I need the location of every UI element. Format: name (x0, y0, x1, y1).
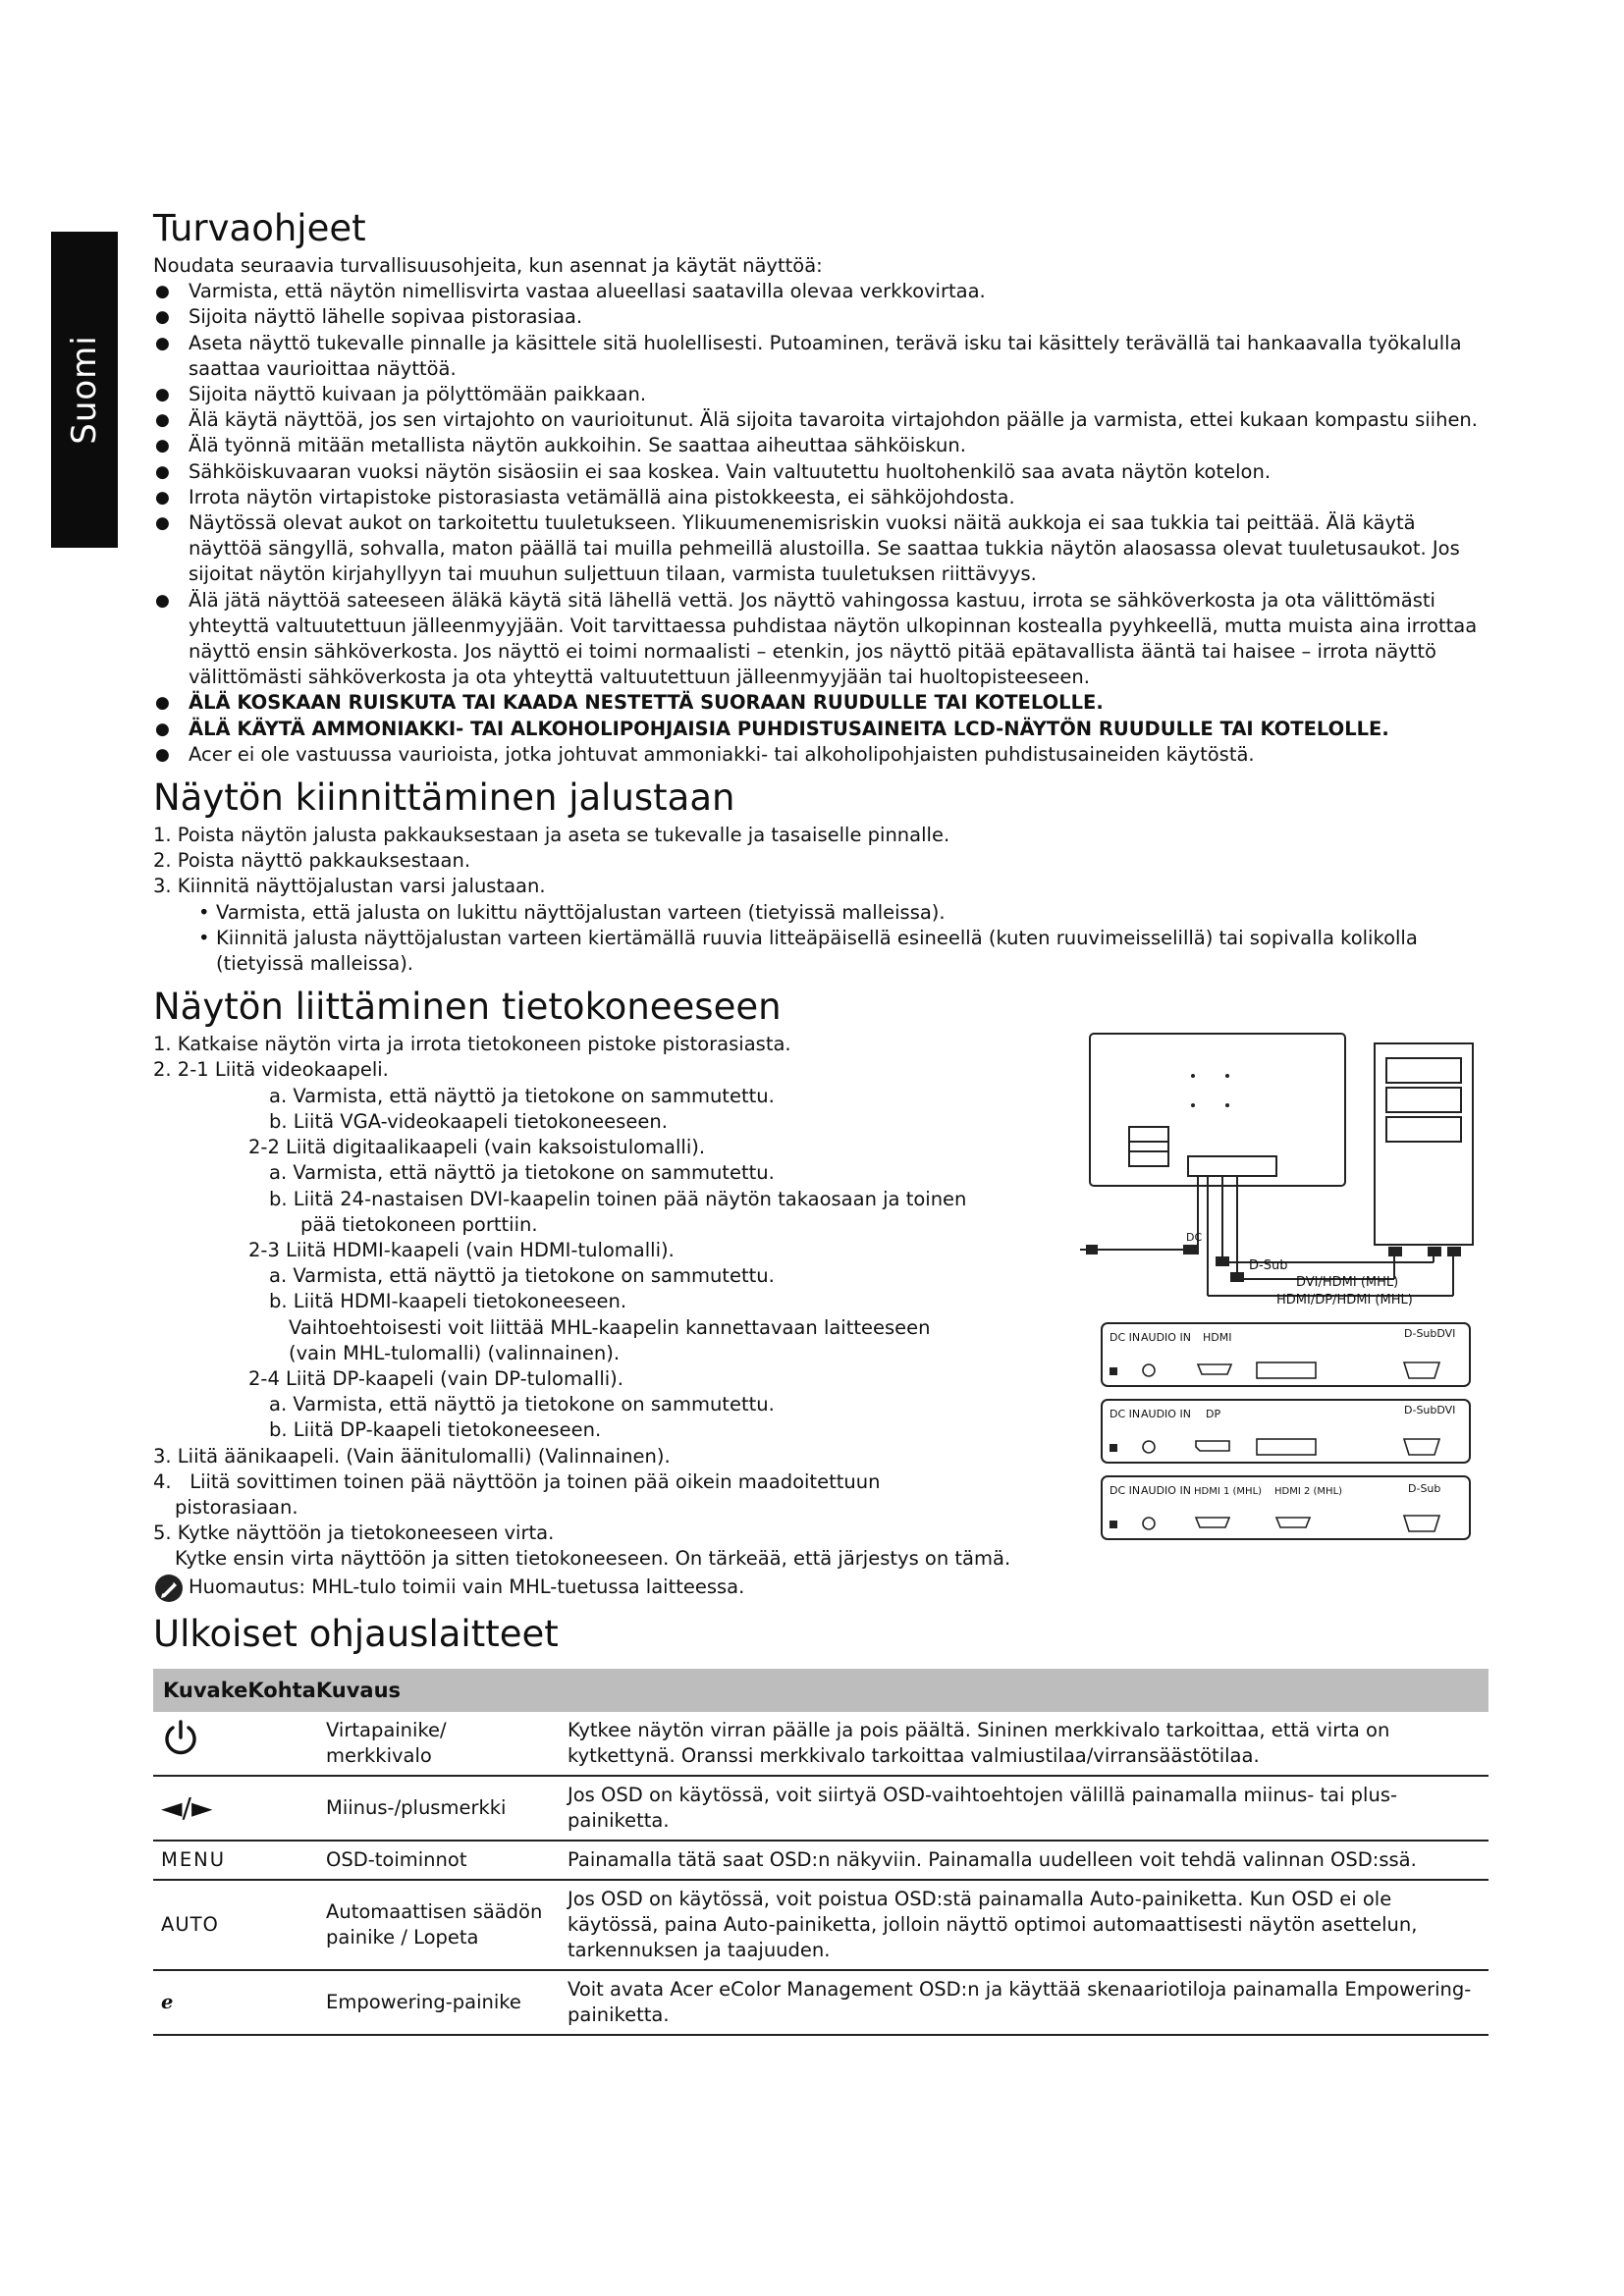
connect-line: a. Varmista, että näyttö ja tietokone on sammutettu. (269, 1393, 775, 1416)
connect-line: b. Liitä 24-nastaisen DVI-kaapelin toinen pää näytön takaosaan ja toinen (269, 1187, 967, 1210)
control-name: Automaattisen säädön painike / Lopeta (318, 1880, 560, 1970)
connect-line: b. Liitä DP-kaapeli tietokoneeseen. (269, 1418, 602, 1442)
connect-line: b. Liitä VGA-videokaapeli tietokoneeseen. (269, 1109, 668, 1133)
stand-step-2: 2. Poista näyttö pakkauksestaan. (153, 849, 471, 873)
connect-line: pää tietokoneen porttiin. (300, 1212, 538, 1236)
stand-title: Näytön kiinnittäminen jalustaan (153, 776, 735, 820)
list-item: ● Acer ei ole vastuussa vaurioista, jotka johtuvat ammoniakki- tai alkoholipohjaisten puhdistusaineiden käytöstä. (153, 742, 1489, 768)
control-desc: Voit avata Acer eColor Management OSD:n ja käyttää skenaariotiloja painamalla Empowering-painiketta. (560, 1970, 1489, 2035)
port-label: HDMI 1 (MHL) (1194, 1486, 1263, 1497)
connect-line: a. Varmista, että näyttö ja tietokone on sammutettu. (269, 1084, 775, 1107)
power-icon (153, 1712, 318, 1776)
connection-diagram (1080, 1029, 1483, 1559)
language-label: Suomi (65, 335, 104, 445)
list-item: ● Aseta näyttö tukevalle pinnalle ja käsittele sitä huolellisesti. Putoaminen, terävä isku tai käsittely terävällä tai hankaavalla työkalulla saattaa vaurioittaa näyttöä. (153, 331, 1489, 382)
diagram-label: DVI/HDMI (MHL) (1296, 1275, 1399, 1290)
list-item: ● Irrota näytön virtapistoke pistorasiasta vetämällä aina pistokkeesta, ei sähköjohdosta. (153, 485, 1489, 510)
port-label: DC IN (1110, 1408, 1141, 1420)
connect-line: (vain MHL-tulomalli) (valinnainen). (289, 1341, 621, 1364)
list-item: ● Näytössä olevat aukot on tarkoitettu tuuletukseen. Ylikuumenemisriskin vuoksi näitä aukkoja ei saa tukkia tai peittää. Älä käytä näyttöä sängyllä, sohvalla, maton päällä tai muilla pehmeillä alustoilla. Se saattaa tukkia näytön alaosassa olevat tuuletusaukot. Jos sijoitat näytön kirjahyllyyn tai muuhun suljettuun tilaan, varmista tuuletuksen riittävyys. (153, 510, 1489, 588)
connect-line: Vaihtoehtoisesti voit liittää MHL-kaapelin kannettavaan laitteeseen (289, 1315, 931, 1339)
port-label: AUDIO IN (1141, 1408, 1191, 1420)
port-label: AUDIO IN (1141, 1331, 1191, 1344)
connect-line: 1. Katkaise näytön virta ja irrota tietokoneen pistoke pistorasiasta. (153, 1033, 791, 1056)
empowering-icon: e (153, 1970, 318, 2035)
pc-tower (1375, 1043, 1473, 1245)
port-label: DP (1206, 1408, 1221, 1420)
stand-step-1: 1. Poista näytön jalusta pakkauksestaan ja aseta se tukevalle ja tasaiselle pinnalle. (153, 824, 950, 847)
connect-line: 3. Liitä äänikaapeli. (Vain äänitulomalli) (Valinnainen). (153, 1444, 671, 1468)
stand-sub-1: • Varmista, että jalusta on lukittu näyttöjalustan varteen (tietyissä malleissa). (153, 900, 1489, 926)
table-row (153, 1970, 1489, 2035)
connect-line: a. Varmista, että näyttö ja tietokone on sammutettu. (269, 1161, 775, 1185)
connect-line: a. Varmista, että näyttö ja tietokone on sammutettu. (269, 1264, 775, 1288)
list-item: ● ÄLÄ KOSKAAN RUISKUTA TAI KAADA NESTETTÄ SUORAAN RUUDULLE TAI KOTELOLLE. (153, 690, 1489, 716)
connect-title: Näytön liittäminen tietokoneeseen (153, 986, 782, 1029)
stand-step-3: 3. Kiinnitä näyttöjalustan varsi jalustaan. (153, 875, 546, 898)
list-item: ● Varmista, että näytön nimellisvirta vastaa alueellasi saatavilla olevaa verkkovirtaa. (153, 279, 1489, 304)
connect-line: 2-2 Liitä digitaalikaapeli (vain kaksoistulomalli). (248, 1136, 706, 1159)
safety-intro: Noudata seuraavia turvallisuusohjeita, kun asennat ja käytät näyttöä: (153, 254, 823, 277)
diagram-label: DC (1186, 1231, 1203, 1244)
menu-icon: MENU (153, 1841, 318, 1880)
note (153, 1573, 1096, 1604)
control-desc: Painamalla tätä saat OSD:n näkyviin. Painamalla uudelleen voit tehdä valinnan OSD:ssä. (560, 1841, 1489, 1880)
control-desc: Jos OSD on käytössä, voit siirtyä OSD-vaihtoehtojen välillä painamalla miinus- tai plus-painiketta. (560, 1776, 1489, 1841)
port-label: DC IN (1110, 1331, 1141, 1344)
control-name: Miinus-/plusmerkki (318, 1776, 560, 1841)
auto-icon: AUTO (153, 1880, 318, 1970)
minus-plus-icon: ◄/► (153, 1776, 318, 1841)
diagram-label: D-Sub (1249, 1258, 1288, 1273)
control-desc: Jos OSD on käytössä, voit poistua OSD:stä painamalla Auto-painiketta. Kun OSD ei ole käytössä, paina Auto-painiketta, jolloin näyttö optimoi automaattisesti näytön asettelun, tarkennuksen ja taajuuden. (560, 1880, 1489, 1970)
list-item: ● Sähköiskuvaaran vuoksi näytön sisäosiin ei saa koskea. Vain valtuutettu huoltohenkilö saa avata näytön kotelon. (153, 459, 1489, 485)
list-item: ● Sijoita näyttö lähelle sopivaa pistorasiaa. (153, 304, 1489, 330)
controls-table (153, 1669, 1489, 2036)
language-side-tab (51, 232, 118, 548)
table-header (153, 1669, 1489, 1712)
controls-title: Ulkoiset ohjauslaitteet (153, 1612, 559, 1655)
connect-steps (153, 1032, 1096, 1603)
safety-title: Turvaohjeet (153, 207, 366, 249)
list-item: ● Älä työnnä mitään metallista näytön aukkoihin. Se saattaa aiheuttaa sähköiskun. (153, 433, 1489, 458)
port-label: HDMI (1203, 1331, 1232, 1344)
connect-line: b. Liitä HDMI-kaapeli tietokoneeseen. (269, 1290, 627, 1313)
port-label: D-SubDVI (1404, 1404, 1456, 1416)
port-label: D-SubDVI (1404, 1327, 1456, 1340)
diagram-label: HDMI/DP/HDMI (MHL) (1276, 1293, 1413, 1308)
stand-sub-2: • Kiinnitä jalusta näyttöjalustan varteen kiertämällä ruuvia litteäpäisellä esineellä (kuten ruuvimeisselillä) tai sopivalla kolikolla (tietyissä malleissa). (153, 926, 1489, 977)
table-row (153, 1841, 1489, 1880)
table-header-label: KuvakeKohtaKuvaus (153, 1669, 1489, 1712)
port-label: D-Sub (1408, 1482, 1441, 1495)
table-row (153, 1712, 1489, 1776)
safety-list (153, 279, 1489, 768)
connect-line: Kytke ensin virta näyttöön ja sitten tietokoneeseen. On tärkeää, että järjestys on tämä. (175, 1547, 1011, 1571)
note-text: Huomautus: MHL-tulo toimii vain MHL-tuetussa laitteessa. (189, 1575, 745, 1599)
port-label: AUDIO IN (1141, 1484, 1191, 1497)
connect-line: pistorasiaan. (175, 1495, 298, 1519)
control-name: OSD-toiminnot (318, 1841, 560, 1880)
connect-line: 5. Kytke näyttöön ja tietokoneeseen virta. (153, 1522, 555, 1545)
port-label: HDMI 2 (MHL) (1274, 1486, 1343, 1497)
table-row (153, 1880, 1489, 1970)
control-name: Empowering-painike (318, 1970, 560, 2035)
connect-line: 2-3 Liitä HDMI-kaapeli (vain HDMI-tulomalli). (248, 1238, 675, 1261)
table-row (153, 1776, 1489, 1841)
list-item: ● Älä jätä näyttöä sateeseen äläkä käytä sitä lähellä vettä. Jos näyttö vahingossa kastuu, irrota se sähköverkosta ja ota välittömästi yhteyttä valtuutettuun jälleenmyyjään. Voit tarvittaessa puhdistaa näytön ulkopinnan kostealla pyyhkeellä, mutta muista aina irrottaa näyttö ensin sähköverkosta. Jos näyttö ei toimi normaalisti – etenkin, jos näyttö pitää epätavallista ääntä tai haisee – irrota näyttö välittömästi sähköverkosta ja ota yhteyttä valtuutettuun jälleenmyyjään tai huoltopisteeseen. (153, 588, 1489, 691)
list-item: ● ÄLÄ KÄYTÄ AMMONIAKKI- TAI ALKOHOLIPOHJAISIA PUHDISTUSAINEITA LCD-NÄYTÖN RUUDULLE TAI KOTELOLLE. (153, 717, 1489, 742)
list-item: ● Sijoita näyttö kuivaan ja pölyttömään paikkaan. (153, 382, 1489, 407)
connect-line: 2. 2-1 Liitä videokaapeli. (153, 1058, 389, 1082)
note-icon (153, 1573, 185, 1604)
connect-line: 2-4 Liitä DP-kaapeli (vain DP-tulomalli). (248, 1366, 623, 1390)
control-desc: Kytkee näytön virran päälle ja pois päältä. Sininen merkkivalo tarkoittaa, että virta on kytkettynä. Oranssi merkkivalo tarkoittaa valmiustilaa/virransäästötilaa. (560, 1712, 1489, 1776)
port-label: DC IN (1110, 1484, 1141, 1497)
connect-line: 4. Liitä sovittimen toinen pää näyttöön ja toinen pää oikein maadoitettuun (153, 1469, 881, 1493)
control-name: Virtapainike/ merkkivalo (318, 1712, 560, 1776)
list-item: ● Älä käytä näyttöä, jos sen virtajohto on vaurioitunut. Älä sijoita tavaroita virtajohdon päälle ja varmista, ettei kukaan kompastu siihen. (153, 407, 1489, 433)
